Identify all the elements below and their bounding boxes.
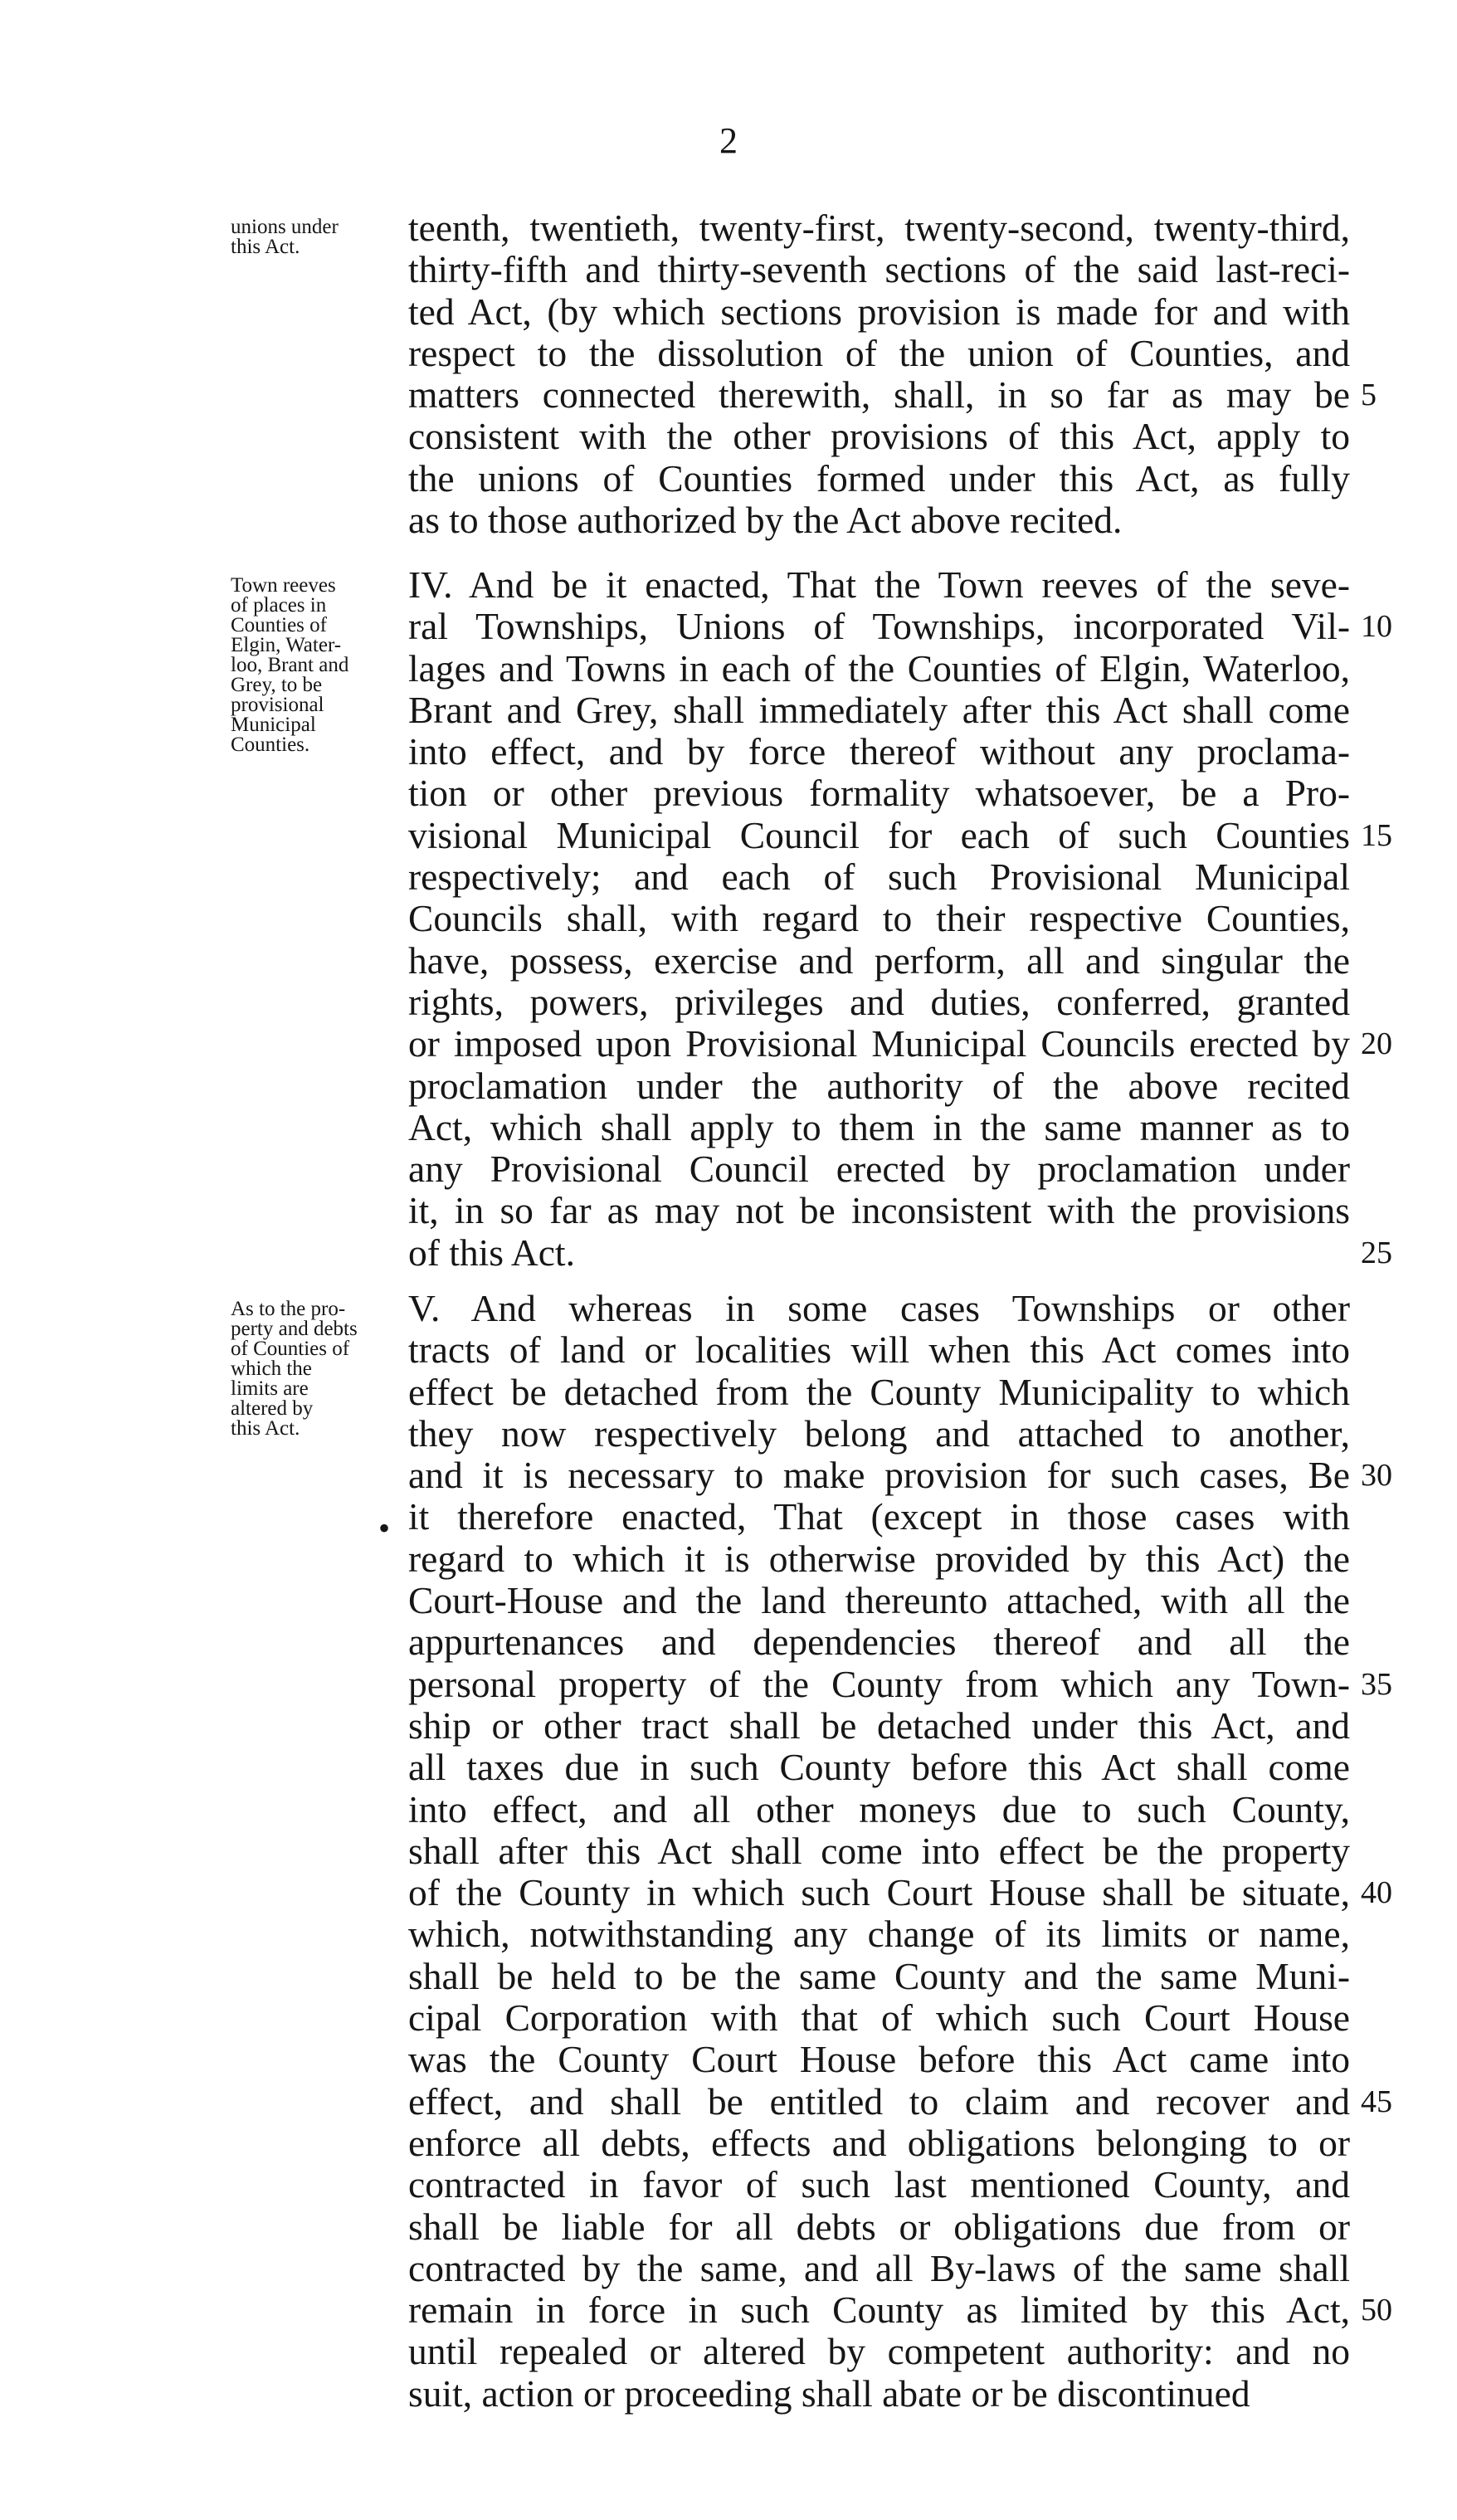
text-line: cipal Corporation with that of which such Court House xyxy=(408,1997,1350,2040)
section-text xyxy=(408,564,1350,1274)
text-line: which, notwithstanding any change of its limits or name, xyxy=(408,1913,1350,1956)
text-line: rights, powers, privileges and duties, conferred, granted xyxy=(408,981,1350,1023)
text-line: respectively; and each of such Provisional Municipal xyxy=(408,856,1350,899)
text-line: regard to which it is otherwise provided by this Act) the xyxy=(408,1538,1350,1580)
line-number: 5 xyxy=(1361,378,1377,413)
text-line: ted Act, (by which sections provision is made for and with xyxy=(408,290,1350,333)
line-number: 50 xyxy=(1361,2293,1392,2328)
text-line: matters connected therewith, shall, in so far as may be xyxy=(408,374,1350,417)
text-line: Councils shall, with regard to their respective Counties, xyxy=(408,898,1350,940)
text-line: visional Municipal Council for each of such Counties xyxy=(408,814,1350,856)
text-line: the unions of Counties formed under this Act, as fully xyxy=(408,457,1350,500)
text-line: it therefore enacted, That (except in those cases with xyxy=(408,1496,1350,1538)
text-line: until repealed or altered by competent authority: and no xyxy=(408,2331,1350,2373)
section-text xyxy=(408,1288,1350,2415)
text-line: shall be held to be the same County and the same Muni- xyxy=(408,1955,1350,1997)
margin-note: Town reeves of places in Counties of Elgin, Water- loo, Brant and Grey, to be provisional Municipal Counties. xyxy=(231,574,349,756)
text-line: effect, and shall be entitled to claim and recover and xyxy=(408,2080,1350,2123)
text-line: suit, action or proceeding shall abate or be discontinued xyxy=(408,2372,1250,2415)
text-line: as to those authorized by the Act above recited. xyxy=(408,500,1123,542)
text-line: ral Townships, Unions of Townships, incorporated Vil- xyxy=(408,606,1350,648)
line-number: 45 xyxy=(1361,2084,1392,2119)
text-line: it, in so far as may not be inconsistent with the provisions xyxy=(408,1190,1350,1232)
section-text xyxy=(408,207,1350,541)
text-line: lages and Towns in each of the Counties of Elgin, Waterloo, xyxy=(408,647,1350,690)
stray-mark: • xyxy=(378,1509,391,1547)
text-line: was the County Court House before this Act came into xyxy=(408,2039,1350,2081)
text-line: teenth, twentieth, twenty-first, twenty-second, twenty-third, xyxy=(408,207,1350,249)
text-line: they now respectively belong and attached to another, xyxy=(408,1412,1350,1455)
margin-note: unions under this Act. xyxy=(231,216,339,258)
text-line: remain in force in such County as limited by this Act, xyxy=(408,2289,1350,2332)
text-line: and it is necessary to make provision for such cases, Be xyxy=(408,1455,1350,1497)
text-line: appurtenances and dependencies thereof and all the xyxy=(408,1621,1350,1664)
line-number: 20 xyxy=(1361,1026,1392,1062)
text-line: IV. And be it enacted, That the Town reeves of the seve- xyxy=(408,564,1350,606)
text-line: into effect, and by force thereof without any proclama- xyxy=(408,731,1350,773)
text-line: tion or other previous formality whatsoever, be a Pro- xyxy=(408,773,1350,815)
text-line: Court-House and the land thereunto attached, with all the xyxy=(408,1580,1350,1622)
text-line: contracted by the same, and all By-laws of the same shall xyxy=(408,2247,1350,2289)
text-line: Brant and Grey, shall immediately after this Act shall come xyxy=(408,689,1350,731)
line-number: 30 xyxy=(1361,1458,1392,1494)
line-number: 25 xyxy=(1361,1235,1392,1270)
text-line: or imposed upon Provisional Municipal Councils erected by xyxy=(408,1023,1350,1065)
text-line: of the County in which such Court House shall be situate, xyxy=(408,1872,1350,1914)
text-line: shall be liable for all debts or obligations due from or xyxy=(408,2206,1350,2248)
text-line: personal property of the County from which any Town- xyxy=(408,1663,1350,1705)
text-line: contracted in favor of such last mentioned County, and xyxy=(408,2164,1350,2206)
text-line: any Provisional Council erected by proclamation under xyxy=(408,1148,1350,1191)
line-number: 15 xyxy=(1361,817,1392,853)
text-line: proclamation under the authority of the above recited xyxy=(408,1065,1350,1107)
line-number: 35 xyxy=(1361,1666,1392,1702)
text-line: shall after this Act shall come into effect be the property xyxy=(408,1830,1350,1872)
text-line: tracts of land or localities will when this Act comes into xyxy=(408,1329,1350,1372)
text-line: into effect, and all other moneys due to such County, xyxy=(408,1788,1350,1830)
text-line: thirty-fifth and thirty-seventh sections of the said last-reci- xyxy=(408,249,1350,291)
text-line: ship or other tract shall be detached under this Act, and xyxy=(408,1704,1350,1747)
text-line: have, possess, exercise and perform, all and singular the xyxy=(408,939,1350,982)
text-line: respect to the dissolution of the union of Counties, and xyxy=(408,332,1350,374)
margin-note: As to the pro- perty and debts of Counties of which the limits are altered by this Act. xyxy=(231,1298,358,1440)
line-number: 10 xyxy=(1361,609,1392,645)
text-line: Act, which shall apply to them in the same manner as to xyxy=(408,1106,1350,1148)
text-line: consistent with the other provisions of this Act, apply to xyxy=(408,416,1350,458)
line-number: 40 xyxy=(1361,1875,1392,1911)
text-line: enforce all debts, effects and obligations belonging to or xyxy=(408,2122,1350,2164)
text-line: V. And whereas in some cases Townships or other xyxy=(408,1288,1350,1329)
text-line: all taxes due in such County before this Act shall come xyxy=(408,1747,1350,1789)
page-number: 2 xyxy=(719,120,738,161)
text-line: effect be detached from the County Municipality to which xyxy=(408,1371,1350,1413)
text-line: of this Act. xyxy=(408,1231,575,1274)
